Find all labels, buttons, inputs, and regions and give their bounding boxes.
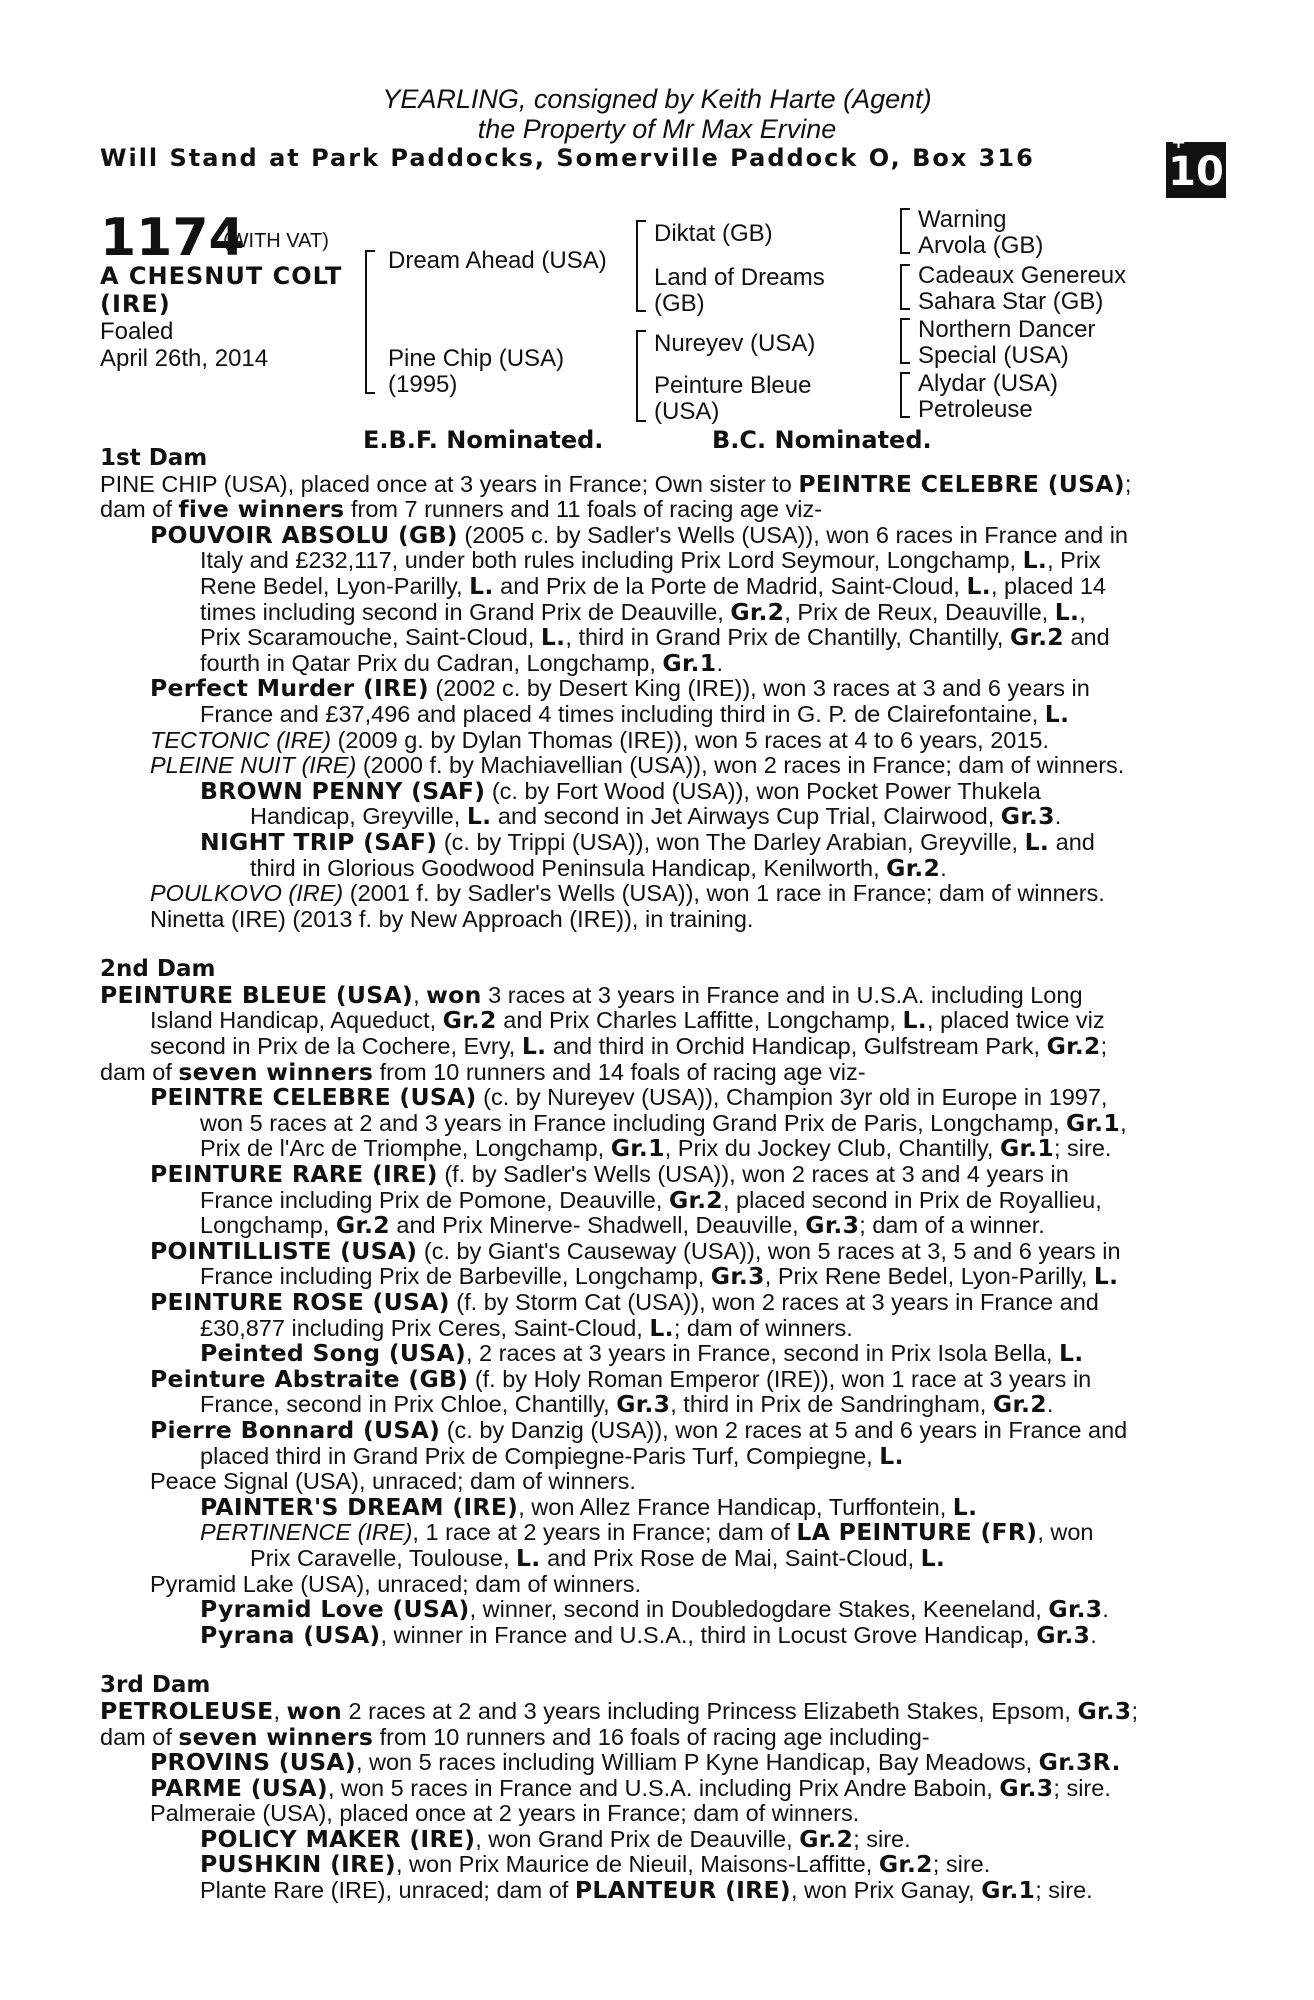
record-text: Prix de l'Arc de Triomphe, Longchamp,: [200, 1135, 611, 1162]
bold-text: PEINTRE CELEBRE (USA): [798, 469, 1125, 498]
bold-text: Peinted Song (USA): [200, 1339, 466, 1368]
bold-text: L.: [466, 802, 492, 831]
record-text: ,: [1120, 1109, 1127, 1136]
bold-text: PUSHKIN (IRE): [200, 1850, 396, 1879]
record-text: 2 races at 2 and 3 years including Princess Elizabeth Stakes, Epsom,: [342, 1697, 1078, 1724]
record-text: from 10 runners and 14 foals of racing age viz-: [373, 1058, 866, 1085]
record-line: [150, 728, 1200, 754]
pedigree-brace-dd: [900, 372, 910, 418]
record-text: , Prix du Jockey Club, Chantilly,: [664, 1135, 1000, 1162]
record-line: [250, 1543, 1200, 1572]
record-text: (c. by Danzig (USA)), won 2 races at 5 and 6 years in France and: [440, 1416, 1128, 1443]
record-line: [200, 1878, 1200, 1904]
record-text: (2000 f. by Machiavellian (USA)), won 2 races in France; dam of winners.: [356, 752, 1125, 779]
bold-text: PEINTURE RARE (IRE): [150, 1160, 438, 1189]
pedigree-brace-dam: [636, 330, 646, 422]
record-line: [200, 1620, 1200, 1649]
bold-text: PEINTRE CELEBRE (USA): [150, 1083, 477, 1112]
record-text: Prix Scaramouche, Saint-Cloud,: [200, 624, 541, 651]
record-line: [200, 548, 1200, 574]
record-text: Prix Caravelle, Toulouse,: [250, 1544, 517, 1571]
bold-text: Gr.2: [1046, 1032, 1101, 1061]
record-line: [150, 907, 1200, 933]
header-consignor: YEARLING, consigned by Keith Harte (Agent): [382, 84, 932, 114]
record-line: [200, 1852, 1200, 1878]
bold-text: L.: [879, 1441, 904, 1470]
bold-text: L.: [1093, 1262, 1119, 1291]
record-text: dam of: [100, 1058, 179, 1085]
record-text: and Prix Rose de Mai, Saint-Cloud,: [540, 1544, 921, 1571]
bold-text: L.: [920, 1543, 946, 1572]
bold-text: won: [286, 1696, 343, 1725]
bold-text: L.: [966, 571, 991, 600]
pedigree-sdd: Sahara Star (GB): [918, 288, 1104, 315]
record-line: [100, 497, 1200, 523]
first-dam-heading: 1st Dam: [100, 445, 208, 471]
record-text: (2001 f. by Sadler's Wells (USA)), won 1 race in France; dam of winners.: [343, 880, 1105, 907]
record-text: , won: [1037, 1519, 1094, 1546]
record-text: (2002 c. by Desert King (IRE)), won 3 races at 3 and 6 years in: [428, 675, 1090, 702]
record-text: and Prix Charles Laffitte, Longchamp,: [496, 1007, 903, 1034]
bold-text: Gr.3: [1077, 1696, 1132, 1725]
record-line: [150, 1085, 1200, 1111]
bold-text: L.: [1024, 827, 1050, 856]
bold-text: Gr.3: [1000, 802, 1055, 831]
record-line: [100, 469, 1200, 498]
record-text: France and £37,496 and placed 4 times including third in G. P. de Clairefontaine,: [200, 700, 1045, 727]
bold-text: Gr.3R.: [1038, 1748, 1121, 1777]
record-text: (c. by Nureyev (USA)), Champion 3yr old in Europe in 1997,: [476, 1084, 1108, 1111]
ebf-nominated: E.B.F. Nominated.: [363, 426, 604, 454]
record-text: dam of: [100, 496, 179, 523]
bold-text: L.: [516, 1543, 541, 1572]
bold-text: Gr.3: [1048, 1595, 1103, 1624]
record-text: 3 races at 3 years in France and in U.S.A. including Long: [481, 981, 1083, 1008]
record-line: [200, 1108, 1200, 1137]
bold-text: PEINTURE BLEUE (USA): [100, 980, 414, 1009]
record-text: (f. by Holy Roman Emperor (IRE)), won 1 race at 3 years in: [468, 1365, 1092, 1392]
bold-text: Gr.2: [799, 1824, 854, 1853]
pedigree-ddd: Petroleuse: [918, 396, 1033, 423]
pedigree-dam-dam-line1: Peinture Bleue: [654, 372, 812, 399]
record-text: ; sire.: [1035, 1877, 1093, 1904]
record-text: Italy and £232,117, under both rules including Prix Lord Seymour, Longchamp,: [200, 547, 1023, 574]
record-text: .: [716, 649, 723, 676]
record-line: [150, 881, 1200, 907]
bold-text: BROWN PENNY (SAF): [200, 776, 486, 805]
record-line: [150, 1364, 1200, 1393]
pedigree-brace-ss: [900, 208, 910, 254]
record-line: [150, 1162, 1200, 1188]
record-text: , won 5 races in France and U.S.A. including Prix Andre Baboin,: [327, 1774, 1000, 1801]
bold-text: Gr.3: [710, 1262, 765, 1291]
pedigree-dam-dam-line2: (USA): [654, 398, 720, 425]
badge-10: [1166, 132, 1226, 198]
pedigree-dds: Alydar (USA): [918, 370, 1059, 397]
pedigree-sss: Warning: [918, 206, 1007, 233]
second-dam-heading: 2nd Dam: [100, 956, 216, 983]
record-text: , placed twice viz: [927, 1007, 1105, 1034]
record-text: , 2 races at 3 years in France, second in Prix Isola Bella,: [466, 1340, 1059, 1367]
record-line: [200, 1597, 1200, 1623]
header-property: the Property of Mr Max Ervine: [477, 114, 837, 144]
bold-text: Gr.2: [992, 1390, 1047, 1419]
record-text: ; dam of a winner.: [859, 1212, 1045, 1239]
record-line: [200, 1136, 1200, 1162]
record-line: [200, 1264, 1200, 1290]
pedigree-sire-dam-line2: (GB): [654, 290, 705, 317]
record-text: and second in Jet Airways Cup Trial, Clairwood,: [491, 803, 1001, 830]
bold-text: L.: [649, 1313, 674, 1342]
record-text: Pyramid Lake (USA), unraced; dam of winners.: [150, 1570, 642, 1597]
record-text: Palmeraie (USA), placed once at 2 years in France; dam of winners.: [150, 1800, 860, 1827]
record-text: , winner, second in Doubledogdare Stakes, Keeneland,: [469, 1596, 1049, 1623]
bc-nominated: B.C. Nominated.: [712, 426, 932, 454]
pedigree-dam-sire: Nureyev (USA): [654, 330, 816, 357]
record-line: [200, 597, 1200, 626]
bold-text: POLICY MAKER (IRE): [200, 1824, 476, 1853]
record-text: times including second in Grand Prix de Deauville,: [200, 598, 731, 625]
pedigree-sire: Dream Ahead (USA): [388, 247, 607, 274]
bold-text: NIGHT TRIP (SAF): [200, 827, 438, 856]
lot-sex-line1: A CHESNUT COLT: [100, 262, 343, 290]
record-text: and Prix de la Porte de Madrid, Saint-Cloud,: [493, 572, 967, 599]
section-gap: [100, 1648, 1200, 1673]
bold-text: PETROLEUSE: [100, 1696, 274, 1725]
record-line: [150, 753, 1200, 779]
lot-description: [100, 262, 342, 318]
record-text: , 1 race at 2 years in France; dam of: [412, 1519, 797, 1546]
record-text: (f. by Sadler's Wells (USA)), won 2 races at 3 and 4 years in: [437, 1161, 1069, 1188]
bold-text: Gr.3: [1036, 1620, 1091, 1649]
record-line: [200, 827, 1200, 856]
bold-text: Gr.1: [981, 1876, 1036, 1905]
bold-text: five winners: [178, 495, 345, 524]
record-line: [200, 776, 1200, 805]
record-text: , won Allez France Handicap, Turffontein,: [518, 1493, 953, 1520]
bold-text: L.: [521, 1032, 547, 1061]
badge-number: 10: [1168, 149, 1224, 195]
record-text: France including Prix de Pomone, Deauville,: [200, 1186, 669, 1213]
pedigree-sds: Cadeaux Genereux: [918, 262, 1127, 289]
record-line: [200, 625, 1200, 651]
pedigree-brace-main: [365, 250, 375, 394]
record-text: Plante Rare (IRE), unraced; dam of: [200, 1877, 575, 1904]
record-text: ; sire.: [1053, 1135, 1112, 1162]
record-text: .: [1090, 1621, 1097, 1648]
bold-text: Gr.2: [668, 1185, 723, 1214]
bold-text: Pierre Bonnard (USA): [150, 1415, 441, 1444]
pedigree-brace-sd: [900, 264, 910, 310]
record-text: and Prix Minerve- Shadwell, Deauville,: [389, 1212, 806, 1239]
bold-text: Gr.2: [442, 1006, 497, 1035]
foaled-date: April 26th, 2014: [100, 345, 269, 372]
record-line: [250, 804, 1200, 830]
bold-text: L.: [1059, 1339, 1084, 1368]
record-text: , Prix de Reux, Deauville,: [784, 598, 1055, 625]
bold-text: Gr.1: [610, 1134, 665, 1163]
badge-plus: +: [1171, 132, 1187, 153]
stand-location: Will Stand at Park Paddocks, Somerville Paddock O, Box 316: [100, 144, 1035, 172]
record-text: France including Prix de Barbeville, Longchamp,: [200, 1263, 711, 1290]
bold-text: L.: [1054, 597, 1080, 626]
record-text: fourth in Qatar Prix du Cadran, Longchamp,: [200, 649, 663, 676]
bold-text: PEINTURE ROSE (USA): [150, 1288, 450, 1316]
record-text: Peace Signal (USA), unraced; dam of winners.: [150, 1468, 636, 1495]
record-text: and: [1063, 624, 1110, 651]
bold-text: Gr.2: [335, 1211, 390, 1240]
record-text: ; sire.: [1053, 1774, 1111, 1801]
italic-text: PERTINENCE (IRE): [200, 1519, 413, 1546]
bold-text: L.: [469, 571, 494, 600]
pedigree-brace-ds: [900, 318, 910, 364]
record-text: PINE CHIP (USA), placed once at 3 years in France; Own sister to: [100, 470, 799, 497]
record-line: [150, 676, 1200, 702]
bold-text: L.: [902, 1006, 928, 1035]
bold-text: Gr.2: [730, 597, 785, 626]
record-text: £30,877 including Prix Ceres, Saint-Cloud,: [200, 1314, 650, 1341]
third-dam-lines: [100, 1696, 1200, 1905]
pedigree-dam-line2: (1995): [388, 371, 458, 398]
record-line: [150, 1034, 1200, 1060]
bold-text: seven winners: [178, 1057, 374, 1086]
bold-text: Gr.1: [1066, 1108, 1121, 1137]
bold-text: PARME (USA): [150, 1773, 328, 1802]
record-text: , winner in France and U.S.A., third in Locust Grove Handicap,: [380, 1621, 1037, 1648]
record-line: [150, 1801, 1200, 1827]
record-text: (c. by Giant's Causeway (USA)), won 5 races at 3, 5 and 6 years in: [417, 1237, 1121, 1264]
record-line: [150, 1236, 1200, 1265]
record-text: , won Prix Maurice de Nieuil, Maisons-Laffitte,: [395, 1851, 879, 1878]
record-text: ,: [413, 981, 427, 1008]
record-line: [100, 980, 1200, 1009]
record-text: (2009 g. by Dylan Thomas (IRE)), won 5 races at 4 to 6 years, 2015.: [331, 726, 1050, 753]
record-line: [200, 1185, 1200, 1214]
bold-text: L.: [540, 623, 566, 652]
record-text: Longchamp,: [200, 1212, 336, 1239]
record-text: , placed 14: [990, 572, 1106, 599]
record-line: [150, 1415, 1200, 1444]
record-line: [150, 1773, 1200, 1802]
record-line: [150, 1290, 1200, 1316]
bold-text: L.: [952, 1492, 978, 1521]
italic-text: POULKOVO (IRE): [150, 880, 344, 907]
bold-text: Gr.2: [1009, 623, 1064, 652]
record-text: ; sire.: [932, 1851, 991, 1878]
record-text: .: [1054, 803, 1062, 830]
bold-text: L.: [1044, 699, 1070, 728]
record-text: , won Grand Prix de Deauville,: [475, 1825, 800, 1852]
record-line: [200, 699, 1200, 728]
bold-text: Gr.3: [616, 1390, 671, 1419]
bold-text: Gr.3: [999, 1773, 1054, 1802]
record-text: (2005 c. by Sadler's Wells (USA)), won 6 races in France and in: [457, 521, 1129, 548]
record-text: third in Glorious Goodwood Peninsula Handicap, Kenilworth,: [250, 854, 887, 881]
record-line: [150, 1572, 1200, 1598]
record-text: ,: [1079, 598, 1086, 625]
bold-text: Peinture Abstraite (GB): [150, 1364, 469, 1393]
record-line: [200, 1341, 1200, 1367]
record-line: [200, 1824, 1200, 1853]
record-text: placed third in Grand Prix de Compiegne-Paris Turf, Compiegne,: [200, 1442, 880, 1469]
record-line: [150, 520, 1200, 549]
record-text: Island Handicap, Aqueduct,: [150, 1007, 443, 1034]
dam-records: [100, 446, 1200, 1904]
record-text: ; sire.: [853, 1825, 911, 1852]
record-text: Ninetta (IRE) (2013 f. by New Approach (IRE)), in training.: [150, 905, 754, 932]
record-text: second in Prix de la Cochere, Evry,: [150, 1033, 522, 1060]
record-text: won 5 races at 2 and 3 years in France including Grand Prix de Paris, Longchamp,: [200, 1109, 1067, 1136]
record-line: [150, 1469, 1200, 1495]
record-text: (f. by Storm Cat (USA)), won 2 races at 3 years in France and: [449, 1289, 1099, 1315]
record-text: and third in Orchid Handicap, Gulfstream Park,: [546, 1033, 1047, 1060]
pedigree-dam-line1: Pine Chip (USA): [388, 345, 565, 372]
bold-text: PAINTER'S DREAM (IRE): [200, 1492, 519, 1521]
record-text: , third in Prix de Sandringham,: [670, 1391, 993, 1418]
record-text: ;: [1100, 1033, 1108, 1060]
record-text: from 7 runners and 11 foals of racing age viz-: [344, 496, 823, 523]
bold-text: Gr.2: [886, 853, 941, 882]
pedigree-ssd: Arvola (GB): [918, 232, 1044, 259]
record-text: .: [940, 854, 947, 881]
record-line: [200, 648, 1200, 677]
record-text: , placed second in Prix de Royallieu,: [722, 1186, 1102, 1213]
pedigree-sire-dam-line1: Land of Dreams: [654, 264, 825, 291]
bold-text: Pyramid Love (USA): [200, 1595, 470, 1624]
record-text: Handicap, Greyville,: [250, 803, 467, 830]
record-text: Rene Bedel, Lyon-Parilly,: [200, 572, 470, 599]
bold-text: POUVOIR ABSOLU (GB): [150, 520, 458, 549]
record-text: , won 5 races including William P Kyne Handicap, Bay Meadows,: [355, 1749, 1039, 1776]
second-dam-lines: [100, 980, 1200, 1649]
record-line: [200, 1392, 1200, 1418]
record-text: dam of: [100, 1723, 179, 1750]
record-line: [150, 1750, 1200, 1776]
record-text: .: [1046, 1391, 1054, 1418]
record-text: ; dam of winners.: [673, 1314, 853, 1341]
record-line: [200, 1520, 1200, 1546]
record-line: [200, 1213, 1200, 1239]
bold-text: PLANTEUR (IRE): [574, 1876, 791, 1905]
record-text: (c. by Trippi (USA)), won The Darley Arabian, Greyville,: [437, 828, 1025, 855]
section-gap: [100, 932, 1200, 957]
record-line: [100, 1057, 1200, 1086]
bold-text: Gr.1: [999, 1134, 1054, 1163]
pedigree-brace-sire: [636, 220, 646, 312]
bold-text: Gr.1: [662, 648, 717, 677]
record-text: , third in Grand Prix de Chantilly, Chantilly,: [565, 624, 1010, 651]
record-line: [100, 1722, 1200, 1751]
record-text: from 10 runners and 16 foals of racing age including-: [373, 1723, 930, 1750]
foaled-label: Foaled: [100, 318, 174, 345]
record-line: [200, 1441, 1200, 1470]
record-text: France, second in Prix Chloe, Chantilly,: [200, 1391, 617, 1418]
record-text: , won Prix Ganay,: [790, 1877, 982, 1904]
lot-sex-line2: (IRE): [100, 290, 171, 318]
vat-label: (WITH VAT): [223, 230, 329, 252]
record-text: , Prix: [1047, 547, 1101, 574]
bold-text: POINTILLISTE (USA): [150, 1236, 418, 1265]
record-line: [100, 1696, 1200, 1725]
record-text: ;: [1131, 1697, 1138, 1724]
record-text: (c. by Fort Wood (USA)), won Pocket Power Thukela: [485, 777, 1041, 804]
pedigree-dsd: Special (USA): [918, 342, 1069, 369]
bold-text: seven winners: [178, 1722, 374, 1751]
bold-text: Perfect Murder (IRE): [150, 674, 429, 703]
bold-text: Gr.3: [805, 1211, 860, 1240]
bold-text: PROVINS (USA): [150, 1748, 356, 1777]
pedigree-dss: Northern Dancer: [918, 316, 1096, 343]
record-text: ;: [1124, 470, 1132, 497]
record-line: [200, 1313, 1200, 1342]
record-text: ,: [273, 1697, 287, 1724]
record-line: [200, 1492, 1200, 1521]
italic-text: TECTONIC (IRE): [150, 726, 332, 753]
record-line: [150, 1008, 1200, 1034]
bold-text: Pyrana (USA): [200, 1620, 381, 1649]
first-dam-lines: [100, 469, 1200, 933]
record-text: and: [1049, 828, 1095, 855]
bold-text: won: [426, 980, 482, 1009]
pedigree-sire-sire: Diktat (GB): [654, 220, 773, 247]
record-text: , Prix Rene Bedel, Lyon-Parilly,: [764, 1263, 1094, 1290]
lot-number: 1174: [100, 208, 245, 268]
record-line: [200, 571, 1200, 600]
italic-text: PLEINE NUIT (IRE): [150, 752, 357, 779]
bold-text: Gr.2: [878, 1850, 933, 1879]
bold-text: L.: [1022, 546, 1048, 575]
record-text: .: [1102, 1596, 1109, 1623]
bold-text: LA PEINTURE (FR): [796, 1518, 1038, 1547]
record-line: [250, 853, 1200, 882]
third-dam-heading: 3rd Dam: [100, 1672, 211, 1699]
